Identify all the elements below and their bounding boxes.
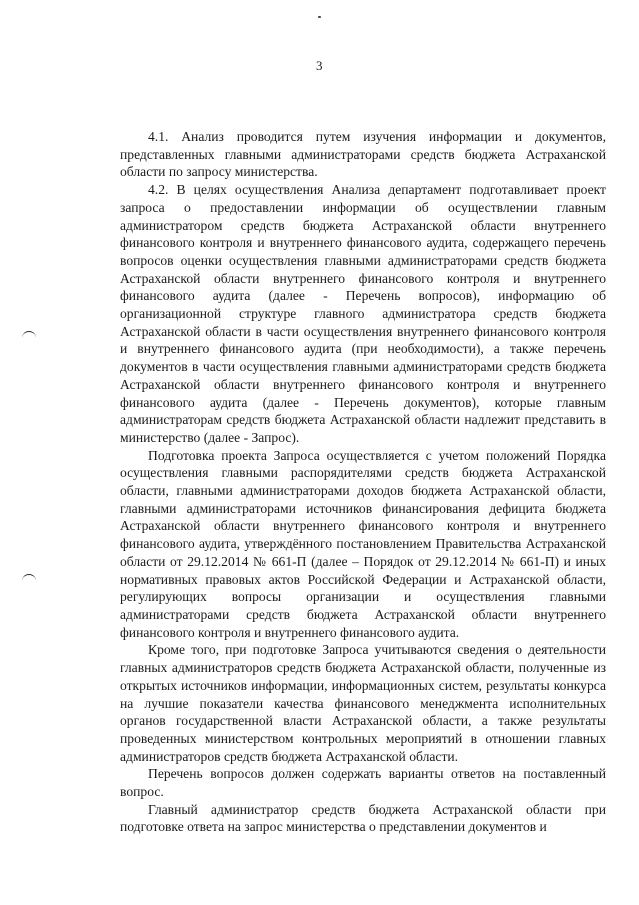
- paragraph-additional-info: Кроме того, при подготовке Запроса учитываются сведения о деятельности главных администраторов средств бюджета Астраханской области, полученные из открытых источников информации, информационных систем, результаты конкурса на лучшие показатели качества финансового менеджмента исполнительных органов государственной власти Астраханской области, а также результаты проведенных министерством контрольных мероприятий в отношении главных администраторов средств бюджета Астраханской области.: [120, 642, 606, 764]
- paragraph-request-preparation: Подготовка проекта Запроса осуществляется с учетом положений Порядка осуществления главными распорядителями средств бюджета Астраханской области, главными администраторами доходов бюджета Астраханской области, главными администраторами источников финансирования дефицита бюджета Астраханской области внутреннего финансового контроля и внутреннего финансового аудита, утверждённого постановлением Правительства Астраханской области от 29.12.2014 № 661-П (далее – Порядок от 29.12.2014 № 661-П) и иных нормативных правовых актов Российской Федерации и Астраханской области, регулирующих вопросы организации и осуществления главными администраторами средств бюджета Астраханской области внутреннего финансового контроля и внутреннего финансового аудита.: [120, 447, 606, 640]
- page-number: 3: [316, 58, 323, 73]
- paragraph-4-1: 4.1. Анализ проводится путем изучения информации и документов, представленных главными администраторами средств бюджета Астраханской области по запросу министерства.: [120, 129, 606, 180]
- punch-hole-mark-bottom: [22, 574, 36, 585]
- scan-speck: [318, 16, 321, 18]
- paragraph-answer-options: Перечень вопросов должен содержать варианты ответов на поставленный вопрос.: [120, 766, 606, 800]
- document-body: [120, 128, 606, 836]
- paragraph-chief-administrator: Главный администратор средств бюджета Астраханской области при подготовке ответа на запрос министерства о представлении документов и: [120, 801, 606, 835]
- punch-hole-mark-top: [22, 331, 36, 342]
- paragraph-4-2: 4.2. В целях осуществления Анализа департамент подготавливает проект запроса о предоставлении информации об осуществлении главным администратором средств бюджета Астраханской области внутреннего финансового контроля и внутреннего финансового аудита, содержащего перечень вопросов оценки осуществления главными администраторами средств бюджета Астраханской области внутреннего финансового контроля и внутреннего финансового аудита (далее - Перечень вопросов), информацию об организационной структуре главного администратора средств бюджета Астраханской области в части осуществления внутреннего финансового контроля и внутреннего финансового аудита (при необходимости), а также перечень документов в части осуществления главными администраторами средств бюджета Астраханской области внутреннего финансового контроля и внутреннего финансового аудита (далее - Перечень документов), которые главным администраторам средств бюджета Астраханской области надлежит представить в министерство (далее - Запрос).: [120, 182, 606, 445]
